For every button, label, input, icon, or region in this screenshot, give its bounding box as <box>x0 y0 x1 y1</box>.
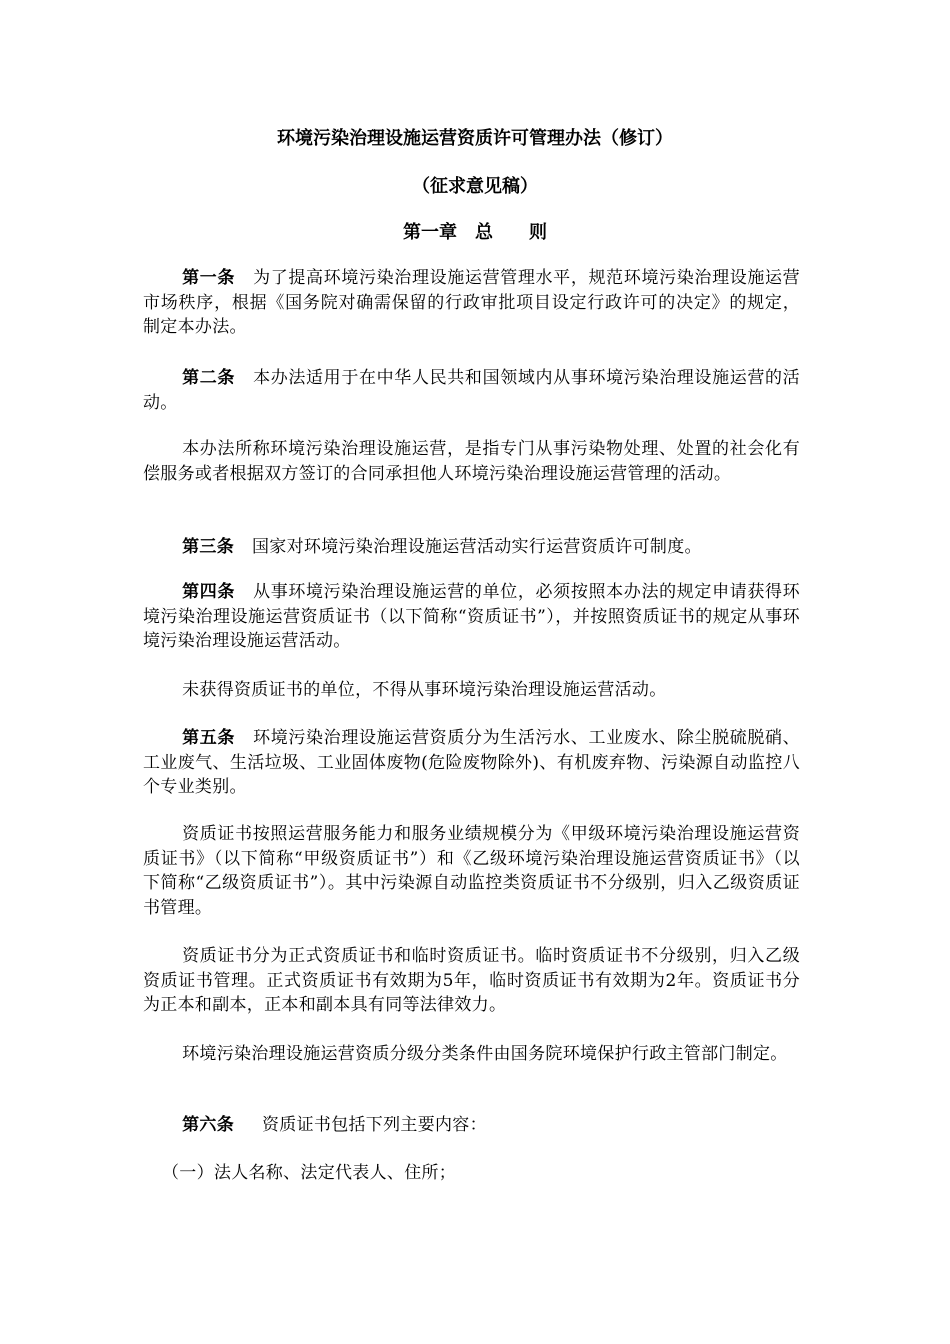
article-text: 国家对环境污染治理设施运营活动实行运营资质许可制度。 <box>252 537 702 557</box>
article-number: 第五条 <box>182 728 236 748</box>
article-5-paragraph <box>143 726 800 800</box>
article-text: 环境污染治理设施运营资质分级分类条件由国务院环境保护行政主管部门制定。 <box>182 1044 788 1064</box>
article-number: 第一条 <box>182 268 236 288</box>
article-6-paragraph <box>143 1113 800 1138</box>
article-text: 本办法适用于在中华人民共和国领域内从事环境污染治理设施运营的活动。 <box>143 368 800 413</box>
article-1-paragraph <box>143 266 800 340</box>
chapter-heading: 第一章 总 则 <box>403 222 547 243</box>
article-number: 第六条 <box>182 1115 234 1135</box>
article-5-paragraph-4 <box>143 1042 800 1067</box>
article-text: 资质证书分为正式资质证书和临时资质证书。临时资质证书不分级别，归入乙级资质证书管理。正式资质证书有效期为5年，临时资质证书有效期为2年。资质证书分为正本和副本，正本和副本具有同等法律效力。 <box>143 946 800 1015</box>
document-title: 环境污染治理设施运营资质许可管理办法（修订） <box>277 128 673 149</box>
article-text: 环境污染治理设施运营资质分为生活污水、工业废水、除尘脱硫脱硝、工业废气、生活垃圾、工业固体废物(危险废物除外)、有机废弃物、污染源自动监控八个专业类别。 <box>143 728 800 797</box>
article-5-paragraph-3 <box>143 944 800 1018</box>
article-text: 从事环境污染治理设施运营的单位，必须按照本办法的规定申请获得环境污染治理设施运营资质证书（以下简称“资质证书”），并按照资质证书的规定从事环境污染治理设施运营活动。 <box>143 582 800 651</box>
article-number: 第三条 <box>182 537 234 557</box>
document-subtitle: （征求意见稿） <box>412 176 538 197</box>
list-item: （一）法人名称、法定代表人、住所； <box>162 1163 457 1183</box>
article-text: 本办法所称环境污染治理设施运营，是指专门从事污染物处理、处置的社会化有偿服务或者根据双方签订的合同承担他人环境污染治理设施运营管理的活动。 <box>143 439 800 484</box>
article-text: 为了提高环境污染治理设施运营管理水平，规范环境污染治理设施运营市场秩序，根据《国务院对确需保留的行政审批项目设定行政许可的决定》的规定，制定本办法。 <box>143 268 800 337</box>
article-5-paragraph-2 <box>143 822 800 920</box>
article-number: 第二条 <box>182 368 236 388</box>
article-2-paragraph-2 <box>143 437 800 486</box>
article-text: 资质证书按照运营服务能力和服务业绩规模分为《甲级环境污染治理设施运营资质证书》（以下简称“甲级资质证书”）和《乙级环境污染治理设施运营资质证书》（以下简称“乙级资质证书”）。其中污染源自动监控类资质证书不分级别，归入乙级资质证书管理。 <box>143 824 800 918</box>
article-3-paragraph <box>143 535 800 560</box>
article-2-paragraph <box>143 366 800 415</box>
article-4-paragraph-2 <box>143 678 800 703</box>
article-number: 第四条 <box>182 582 236 602</box>
article-text: 资质证书包括下列主要内容： <box>262 1115 487 1135</box>
article-text: 未获得资质证书的单位，不得从事环境污染治理设施运营活动。 <box>182 680 667 700</box>
article-4-paragraph <box>143 580 800 654</box>
